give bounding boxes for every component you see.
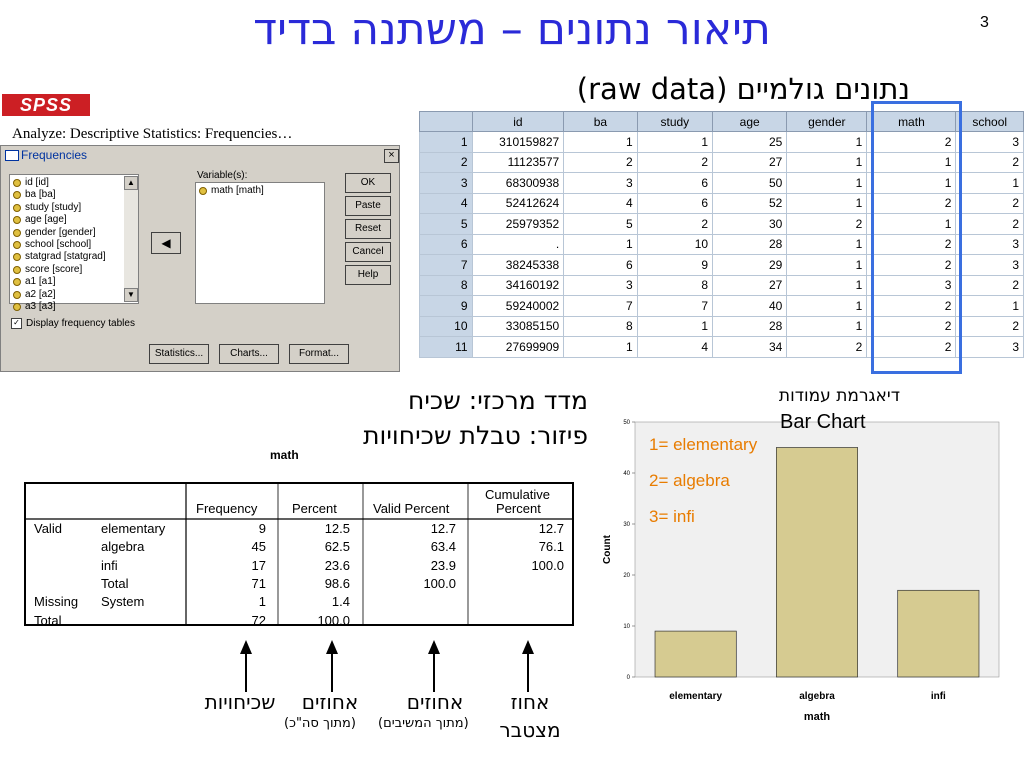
- freq-cell-valid-percent: 12.7: [430, 521, 456, 536]
- variable-list-item[interactable]: [12, 177, 124, 189]
- freq-cell-percent: 23.6: [324, 557, 350, 573]
- grid-cell[interactable]: 1: [867, 214, 956, 235]
- grid-row-number[interactable]: 1: [420, 132, 473, 153]
- display-checkbox-label: Display frequency tables: [26, 318, 135, 330]
- grid-cell[interactable]: 2: [867, 337, 956, 358]
- grid-row-number[interactable]: 8: [420, 275, 473, 296]
- grid-cell[interactable]: 1: [787, 152, 867, 173]
- freq-cell-frequency: 17: [251, 557, 266, 573]
- grid-header-cell[interactable]: study: [637, 112, 712, 132]
- freq-cell-percent: 12.5: [324, 521, 350, 536]
- variable-label: gender [gender]: [25, 226, 96, 238]
- variable-label: age [age]: [25, 214, 67, 226]
- bar-elementary: [655, 631, 736, 677]
- grid-cell[interactable]: 2: [956, 275, 1024, 296]
- bar-algebra: [776, 448, 857, 678]
- freq-cell-cumulative: 12.7: [538, 521, 564, 536]
- page-number: 3: [980, 14, 989, 31]
- freq-cell-frequency: 9: [258, 521, 266, 536]
- variable-icon: [13, 179, 21, 187]
- grid-cell[interactable]: 2: [787, 214, 867, 235]
- grid-row-number[interactable]: 7: [420, 255, 473, 276]
- grid-cell[interactable]: 1: [867, 152, 956, 173]
- grid-row-number[interactable]: 6: [420, 234, 473, 255]
- variable-icon: [13, 216, 21, 224]
- variable-icon: [13, 291, 21, 299]
- freq-cell-percent: 1.4: [331, 594, 350, 610]
- bar-infi: [898, 590, 979, 677]
- freq-cell-percent: 98.6: [324, 575, 350, 591]
- x-tick-label: infi: [930, 691, 946, 702]
- variable-label: statgrad [statgrad]: [25, 251, 106, 263]
- grid-cell[interactable]: 8: [637, 275, 712, 296]
- grid-cell[interactable]: 27: [713, 152, 787, 173]
- variable-label: school [school]: [25, 239, 92, 251]
- variables-items: [12, 177, 124, 313]
- grid-cell[interactable]: 1: [787, 316, 867, 337]
- arrow-shaft: [527, 652, 529, 692]
- freq-cell-group: Missing: [34, 594, 79, 610]
- label-percents-total: אחוזים: [301, 690, 359, 714]
- grid-cell[interactable]: .: [472, 234, 564, 255]
- grid-header-cell[interactable]: id: [472, 112, 564, 132]
- x-tick-label: elementary: [669, 691, 723, 702]
- grid-cell[interactable]: 3: [956, 234, 1024, 255]
- grid-cell[interactable]: 1: [956, 173, 1024, 194]
- grid-cell[interactable]: 4: [637, 337, 712, 358]
- spss-logo: SPSS: [2, 94, 90, 116]
- variable-list-item[interactable]: [12, 251, 124, 263]
- freq-cell-frequency: 72: [251, 612, 266, 628]
- scroll-down-icon[interactable]: ▼: [124, 288, 138, 302]
- close-button[interactable]: ×: [384, 149, 399, 163]
- grid-cell[interactable]: 2: [787, 337, 867, 358]
- variables-scrollbar[interactable]: [124, 176, 138, 302]
- grid-cell[interactable]: 52412624: [472, 193, 564, 214]
- variable-icon: [13, 303, 21, 311]
- freq-cell-frequency: 71: [251, 575, 266, 591]
- grid-cell[interactable]: 6: [564, 255, 637, 276]
- arrow-shaft: [245, 652, 247, 692]
- move-variable-button[interactable]: ◀: [151, 232, 181, 254]
- freq-cell-label: infi: [101, 557, 118, 573]
- y-tick-label: 20: [623, 573, 630, 579]
- variables-listbox[interactable]: [9, 174, 139, 313]
- central-measure-text: מדד מרכזי: שכיח: [407, 386, 588, 415]
- grid-cell[interactable]: 1: [787, 275, 867, 296]
- dispersion-text: פיזור: טבלת שכיחויות: [363, 421, 588, 450]
- variable-icon: [199, 187, 207, 195]
- variable-label: ba [ba]: [25, 189, 56, 201]
- sub-of-respondents: (מתוך המשיבים): [378, 716, 469, 731]
- analyze-path: Analyze: Descriptive Statistics: Frequencies…: [12, 126, 293, 142]
- grid-row-number[interactable]: 3: [420, 173, 473, 194]
- format-button[interactable]: Format...: [289, 344, 349, 364]
- freq-cell-label: elementary: [101, 521, 166, 536]
- grid-header-cell[interactable]: age: [713, 112, 787, 132]
- grid-cell[interactable]: 30: [713, 214, 787, 235]
- grid-row-number[interactable]: 10: [420, 316, 473, 337]
- variable-icon: [13, 253, 21, 261]
- grid-cell[interactable]: 1: [787, 132, 867, 153]
- grid-cell[interactable]: 2: [867, 234, 956, 255]
- grid-cell[interactable]: 3: [956, 132, 1024, 153]
- paste-button[interactable]: Paste: [345, 196, 391, 216]
- grid-cell[interactable]: 3: [956, 337, 1024, 358]
- grid-cell[interactable]: 38245338: [472, 255, 564, 276]
- selected-items: [198, 185, 264, 197]
- label-frequencies: שכיחויות: [204, 690, 276, 714]
- grid-row-number[interactable]: 11: [420, 337, 473, 358]
- selected-variables-listbox[interactable]: [195, 182, 325, 304]
- header-valid-percent: Valid Percent: [373, 501, 450, 516]
- annotation-elementary: 1= elementary: [649, 435, 758, 454]
- freq-cell-label: Total: [101, 575, 129, 591]
- statistics-button[interactable]: Statistics...: [149, 344, 209, 364]
- slide-title: תיאור נתונים – משתנה בדיד: [253, 4, 771, 55]
- bar-chart: [602, 406, 1021, 723]
- grid-cell[interactable]: 1: [787, 234, 867, 255]
- grid-header-cell[interactable]: ba: [564, 112, 637, 132]
- freq-cell-valid-percent: 100.0: [423, 575, 456, 591]
- variable-list-item[interactable]: [12, 227, 124, 239]
- grid-cell[interactable]: 27: [713, 275, 787, 296]
- grid-cell[interactable]: 28: [713, 316, 787, 337]
- grid-cell[interactable]: 1: [637, 132, 712, 153]
- arrow-shaft: [331, 652, 333, 692]
- label-cumulative-2: מצטבר: [499, 718, 561, 742]
- freq-cell-percent: 100.0: [317, 612, 350, 628]
- variable-list-item[interactable]: [12, 202, 124, 214]
- freq-cell-group: Total: [34, 612, 62, 628]
- variable-label: a1 [a1]: [25, 276, 56, 288]
- freq-cell-cumulative: 100.0: [531, 557, 564, 573]
- grid-cell[interactable]: 1: [564, 234, 637, 255]
- header-cumulative: Cumulative: [485, 487, 551, 502]
- checkbox-check-icon[interactable]: ✓: [11, 318, 22, 329]
- grid-cell[interactable]: 3: [564, 275, 637, 296]
- annotation-algebra: 2= algebra: [649, 471, 730, 490]
- grid-cell[interactable]: 2: [867, 255, 956, 276]
- grid-header-cell[interactable]: [420, 112, 473, 132]
- y-tick-label: 40: [623, 471, 630, 477]
- grid-cell[interactable]: 2: [867, 316, 956, 337]
- variable-list-item[interactable]: [12, 264, 124, 276]
- grid-cell[interactable]: 25: [713, 132, 787, 153]
- help-button[interactable]: Help: [345, 265, 391, 285]
- grid-cell[interactable]: 1: [637, 316, 712, 337]
- grid-cell[interactable]: 3: [867, 275, 956, 296]
- grid-cell[interactable]: 34: [713, 337, 787, 358]
- grid-row-number[interactable]: 4: [420, 193, 473, 214]
- grid-cell[interactable]: 2: [637, 152, 712, 173]
- frequency-table-title: math: [270, 448, 299, 462]
- selected-variable-label: math [math]: [211, 185, 264, 196]
- grid-cell[interactable]: 2: [956, 316, 1024, 337]
- grid-cell[interactable]: 33085150: [472, 316, 564, 337]
- grid-cell[interactable]: 11123577: [472, 152, 564, 173]
- grid-cell[interactable]: 5: [564, 214, 637, 235]
- grid-cell[interactable]: 1: [564, 132, 637, 153]
- selected-variables-label: Variable(s):: [197, 170, 248, 181]
- grid-row-number[interactable]: 5: [420, 214, 473, 235]
- selected-variable-item[interactable]: [198, 185, 264, 197]
- math-column-highlight: [871, 101, 962, 374]
- variable-icon: [13, 266, 21, 274]
- y-tick-label: 50: [623, 420, 630, 426]
- grid-cell[interactable]: 3: [564, 173, 637, 194]
- grid-cell[interactable]: 1: [564, 337, 637, 358]
- x-tick-label: algebra: [799, 691, 835, 702]
- grid-cell[interactable]: 1: [787, 296, 867, 317]
- header-percent: Percent: [292, 501, 337, 516]
- display-frequency-tables-checkbox[interactable]: [11, 318, 135, 329]
- variable-label: study [study]: [25, 201, 82, 213]
- variable-list-item[interactable]: [12, 189, 124, 201]
- grid-header-cell[interactable]: school: [956, 112, 1024, 132]
- variable-label: a3 [a3]: [25, 301, 56, 313]
- ok-button[interactable]: OK: [345, 173, 391, 193]
- grid-cell[interactable]: 29: [713, 255, 787, 276]
- variable-icon: [13, 241, 21, 249]
- grid-cell[interactable]: 2: [564, 152, 637, 173]
- variable-list-item[interactable]: [12, 289, 124, 301]
- raw-data-heading: נתונים גולמיים (raw data): [576, 72, 910, 106]
- grid-cell[interactable]: 25979352: [472, 214, 564, 235]
- reset-button[interactable]: Reset: [345, 219, 391, 239]
- y-tick-label: 0: [626, 675, 630, 681]
- dialog-icon: [5, 150, 19, 161]
- grid-cell[interactable]: 1: [867, 173, 956, 194]
- variable-list-item[interactable]: [12, 276, 124, 288]
- grid-cell[interactable]: 40: [713, 296, 787, 317]
- variable-list-item[interactable]: [12, 214, 124, 226]
- grid-cell[interactable]: 1: [787, 193, 867, 214]
- frequency-table: [24, 482, 574, 626]
- grid-cell[interactable]: 34160192: [472, 275, 564, 296]
- grid-cell[interactable]: 2: [956, 193, 1024, 214]
- variable-icon: [13, 278, 21, 286]
- variable-icon: [13, 229, 21, 237]
- grid-cell[interactable]: 1: [956, 296, 1024, 317]
- grid-row-number[interactable]: 9: [420, 296, 473, 317]
- grid-header-cell[interactable]: gender: [787, 112, 867, 132]
- scroll-up-icon[interactable]: ▲: [124, 176, 138, 190]
- grid-cell[interactable]: 1: [787, 173, 867, 194]
- freq-cell-valid-percent: 23.9: [430, 557, 456, 573]
- variable-icon: [13, 204, 21, 212]
- grid-cell[interactable]: 50: [713, 173, 787, 194]
- grid-cell[interactable]: 6: [637, 193, 712, 214]
- freq-cell-valid-percent: 63.4: [430, 539, 456, 555]
- variable-label: a2 [a2]: [25, 288, 56, 300]
- grid-cell[interactable]: 2: [956, 214, 1024, 235]
- grid-cell[interactable]: 28: [713, 234, 787, 255]
- freq-cell-frequency: 45: [251, 539, 266, 555]
- freq-cell-frequency: 1: [258, 594, 266, 610]
- grid-cell[interactable]: 2: [867, 132, 956, 153]
- y-tick-label: 30: [623, 522, 630, 528]
- header-frequency: Frequency: [196, 501, 258, 516]
- freq-cell-label: System: [101, 594, 145, 610]
- freq-cell-cumulative: 76.1: [538, 539, 564, 555]
- variable-icon: [13, 191, 21, 199]
- variable-list-item[interactable]: [12, 239, 124, 251]
- arrow-shaft: [433, 652, 435, 692]
- freq-cell-label: algebra: [101, 539, 145, 555]
- label-percents-valid: אחוזים: [406, 690, 464, 714]
- frequencies-dialog: [0, 145, 400, 372]
- grid-cell[interactable]: 9: [637, 255, 712, 276]
- grid-cell[interactable]: 6: [637, 173, 712, 194]
- y-tick-label: 10: [623, 624, 630, 630]
- grid-cell[interactable]: 2: [956, 152, 1024, 173]
- grid-cell[interactable]: 3: [956, 255, 1024, 276]
- grid-cell[interactable]: 310159827: [472, 132, 564, 153]
- charts-button[interactable]: Charts...: [219, 344, 279, 364]
- grid-cell[interactable]: 59240002: [472, 296, 564, 317]
- freq-cell-percent: 62.5: [324, 539, 350, 555]
- sub-of-total: (מתוך סה"כ): [284, 716, 356, 731]
- grid-cell[interactable]: 1: [787, 255, 867, 276]
- grid-cell[interactable]: 4: [564, 193, 637, 214]
- y-axis-label: Count: [602, 535, 613, 564]
- grid-cell[interactable]: 7: [564, 296, 637, 317]
- freq-cell-group: Valid: [34, 521, 62, 536]
- grid-cell[interactable]: 2: [637, 214, 712, 235]
- grid-header-cell[interactable]: math: [867, 112, 956, 132]
- grid-cell[interactable]: 27699909: [472, 337, 564, 358]
- bar-chart-heading-english: Bar Chart: [780, 411, 866, 433]
- grid-cell[interactable]: 10: [637, 234, 712, 255]
- cancel-button[interactable]: Cancel: [345, 242, 391, 262]
- grid-cell[interactable]: 68300938: [472, 173, 564, 194]
- grid-row-number[interactable]: 2: [420, 152, 473, 173]
- variable-label: id [id]: [25, 177, 49, 188]
- bar-chart-heading-hebrew: דיאגרמת עמודות: [778, 386, 900, 406]
- variable-list-item[interactable]: [12, 301, 124, 313]
- annotation-infi: 3= infi: [649, 507, 695, 526]
- label-cumulative: אחוז: [510, 690, 550, 714]
- header-cumulative-percent: Percent: [496, 501, 541, 516]
- grid-cell[interactable]: 2: [867, 296, 956, 317]
- variable-label: score [score]: [25, 263, 83, 275]
- grid-cell[interactable]: 52: [713, 193, 787, 214]
- grid-cell[interactable]: 2: [867, 193, 956, 214]
- x-axis-label: math: [803, 711, 831, 723]
- grid-cell[interactable]: 7: [637, 296, 712, 317]
- grid-cell[interactable]: 8: [564, 316, 637, 337]
- dialog-title: Frequencies: [21, 148, 88, 162]
